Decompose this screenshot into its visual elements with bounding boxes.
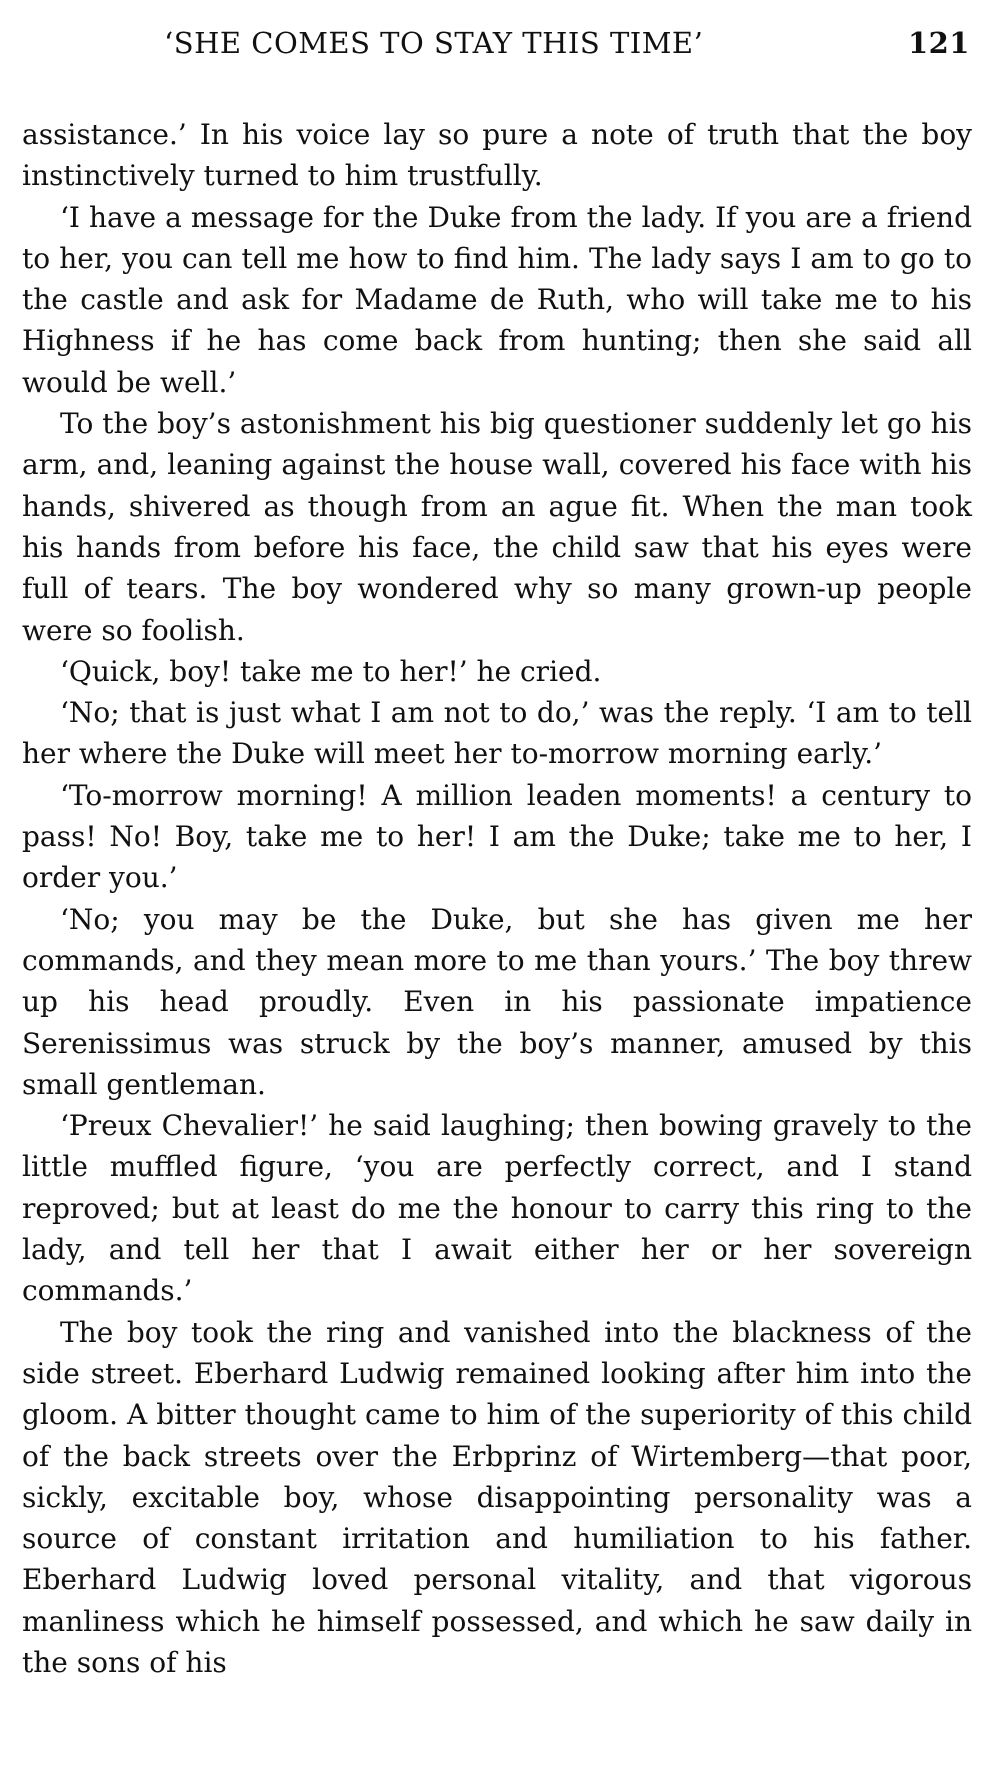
paragraph: To the boy’s astonishment his big questioner suddenly let go his arm, and, leaning against the house wall, covered his face with his hands, shivered as though from an ague fit. When the man took his hands from before his face, the child saw that his eyes were full of tears. The boy wondered why so many grown-up people were so foolish. — [22, 407, 972, 647]
body-text — [22, 114, 972, 1683]
book-page — [22, 22, 972, 1683]
paragraph: ‘Preux Chevalier!’ he said laughing; then bowing gravely to the little muffled figure, ‘you are perfectly correct, and I stand reproved; but at least do me the honour to carry this ring to the lady, and tell her that I await either her or her sovereign commands.’ — [22, 1109, 972, 1308]
running-title: ‘SHE COMES TO STAY THIS TIME’ — [164, 26, 704, 60]
paragraph: assistance.’ In his voice lay so pure a note of truth that the boy instinctively turned to him trustfully. — [22, 118, 972, 193]
paragraph: ‘No; you may be the Duke, but she has given me her commands, and they mean more to me than yours.’ The boy threw up his head proudly. Even in his passionate impatience Serenissimus was struck by the boy’s manner, amused by this small gentleman. — [22, 902, 972, 1101]
paragraph: ‘No; that is just what I am not to do,’ was the reply. ‘I am to tell her where the Duke will meet her to-morrow morning early.’ — [22, 696, 972, 771]
paragraph: ‘Quick, boy! take me to her!’ he cried. — [60, 654, 602, 688]
paragraph: ‘I have a message for the Duke from the lady. If you are a friend to her, you can tell me how to find him. The lady says I am to go to the castle and ask for Madame de Ruth, who will take me to his Highness if he has come back from hunting; then she said all would be well.’ — [22, 200, 972, 399]
page-header — [22, 22, 972, 72]
paragraph: ‘To-morrow morning! A million leaden moments! a century to pass! No! Boy, take me to her! I am the Duke; take me to her, I order you.’ — [22, 778, 972, 895]
paragraph: The boy took the ring and vanished into the blackness of the side street. Eberhard Ludwig remained looking after him into the gloom. A bitter thought came to him of the superiority of this child of the back streets over the Erbprinz of Wirtemberg—that poor, sickly, excitable boy, whose disappointing personality was a source of constant irritation and humiliation to his father. Eberhard Ludwig loved personal vitality, and that vigorous manliness which he himself possessed, and which he saw daily in the sons of his — [22, 1315, 972, 1679]
page-number: 121 — [907, 26, 970, 60]
